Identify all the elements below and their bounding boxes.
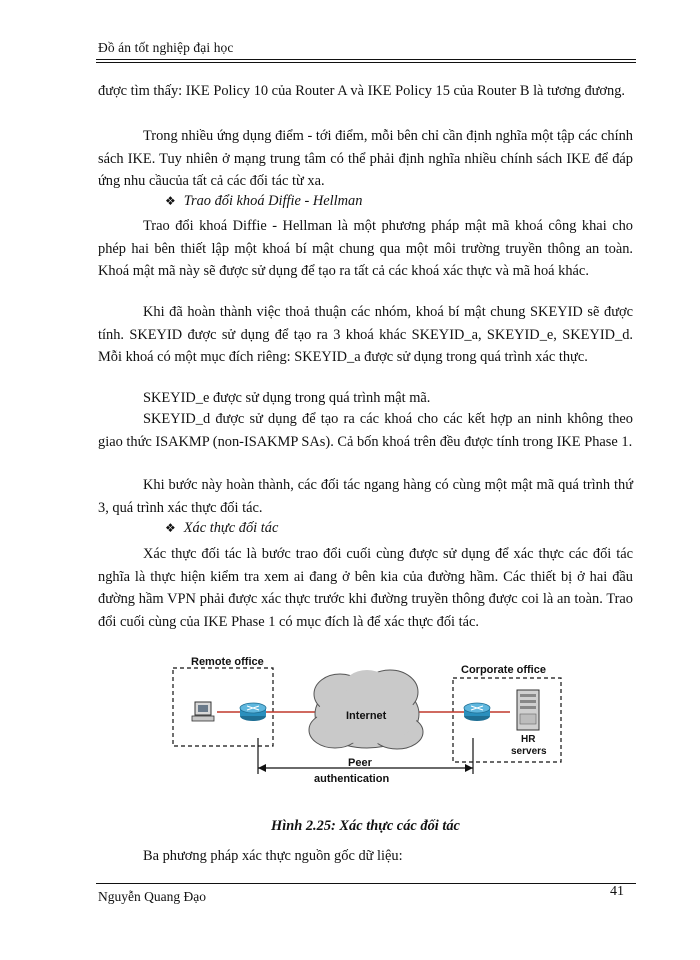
peer-authentication-diagram <box>165 648 565 798</box>
server-icon <box>517 690 539 730</box>
internet-label: Internet <box>346 710 387 722</box>
header-rule-2 <box>96 62 636 63</box>
authentication-label: authentication <box>314 773 390 785</box>
paragraph-3: Trao đổi khoá Diffie - Hellman là một phương pháp mật mã khoá công khai cho phép hai bên thiết lập một khoá bí mật chung qua một môi trường truyền thông an toàn. Khoá mật mã này sẽ được sử dụng để tạo ra tất cả các khoá xác thực và mã hoá khác. <box>98 218 633 279</box>
section-heading-diffie-hellman <box>165 193 362 210</box>
paragraph-4: Khi đã hoàn thành việc thoả thuận các nhóm, khoá bí mật chung SKEYID sẽ được tính. SKEYID được sử dụng để tạo ra 3 khoá khác SKEYID_a, SKEYID_e, SKEYID_d. Mỗi khoá có một mục đích riêng: SKEYID_a được sử dụng trong quá trình xác thực. <box>98 304 633 365</box>
arrow-left-head-icon <box>258 764 266 772</box>
figure-caption: Hình 2.25: Xác thực các đối tác <box>271 818 460 834</box>
paragraph-5: SKEYID_e được sử dụng trong quá trình mật mã. <box>143 390 431 406</box>
paragraph-6: SKEYID_d được sử dụng để tạo ra các khoá cho các kết hợp an ninh không theo giao thức ISAKMP (non-ISAKMP SAs). Cả bốn khoá trên đều được tính trong IKE Phase 1. <box>98 411 633 450</box>
footer-author: Nguyễn Quang Đạo <box>98 889 206 904</box>
corporate-router-icon <box>464 703 490 721</box>
heading-text: Trao đổi khoá Diffie - Hellman <box>183 193 363 209</box>
footer-rule <box>96 883 636 884</box>
diamond-bullet-icon: ❖ <box>165 521 176 535</box>
hr-label: HR <box>521 734 536 745</box>
diamond-bullet-icon: ❖ <box>165 194 176 208</box>
paragraph-9: Ba phương pháp xác thực nguồn gốc dữ liệu: <box>143 848 403 864</box>
section-heading-peer-authentication <box>165 520 278 537</box>
servers-label: servers <box>511 746 547 757</box>
arrow-right-head-icon <box>465 764 473 772</box>
remote-office-label: Remote office <box>191 656 264 668</box>
heading-text: Xác thực đối tác <box>183 520 279 536</box>
page-number: 41 <box>610 884 624 899</box>
corporate-office-label: Corporate office <box>461 664 546 676</box>
remote-router-icon <box>240 703 266 721</box>
paragraph-7: Khi bước này hoàn thành, các đối tác ngang hàng có cùng một mật mã quá trình thứ 3, quá trình xác thực đối tác. <box>98 477 633 516</box>
header-rule <box>96 59 636 60</box>
computer-icon <box>192 702 214 721</box>
peer-label: Peer <box>348 757 372 769</box>
page-header-title: Đồ án tốt nghiệp đại học <box>98 40 234 55</box>
paragraph-2: Trong nhiều ứng dụng điểm - tới điểm, mỗi bên chỉ cần định nghĩa một tập các chính sách IKE. Tuy nhiên ở mạng trung tâm có thể phải định nghĩa nhiều chính sách IKE để đáp ứng nhu cầucủa tất cả các đối tác từ xa. <box>98 128 633 189</box>
paragraph-1: được tìm thấy: IKE Policy 10 của Router A và IKE Policy 15 của Router B là tương đương. <box>98 83 626 99</box>
paragraph-8: Xác thực đối tác là bước trao đổi cuối cùng được sử dụng để xác thực các đối tác nghĩa là thực hiện kiểm tra xem ai đang ở bên kia của đường hầm. Các thiết bị ở hai đầu đường hầm VPN phải được xác thực trước khi đường truyền thông được coi là an toàn. Trao đổi cuối cùng của IKE Phase 1 có mục đích là để xác thực đối tác. <box>98 546 633 630</box>
